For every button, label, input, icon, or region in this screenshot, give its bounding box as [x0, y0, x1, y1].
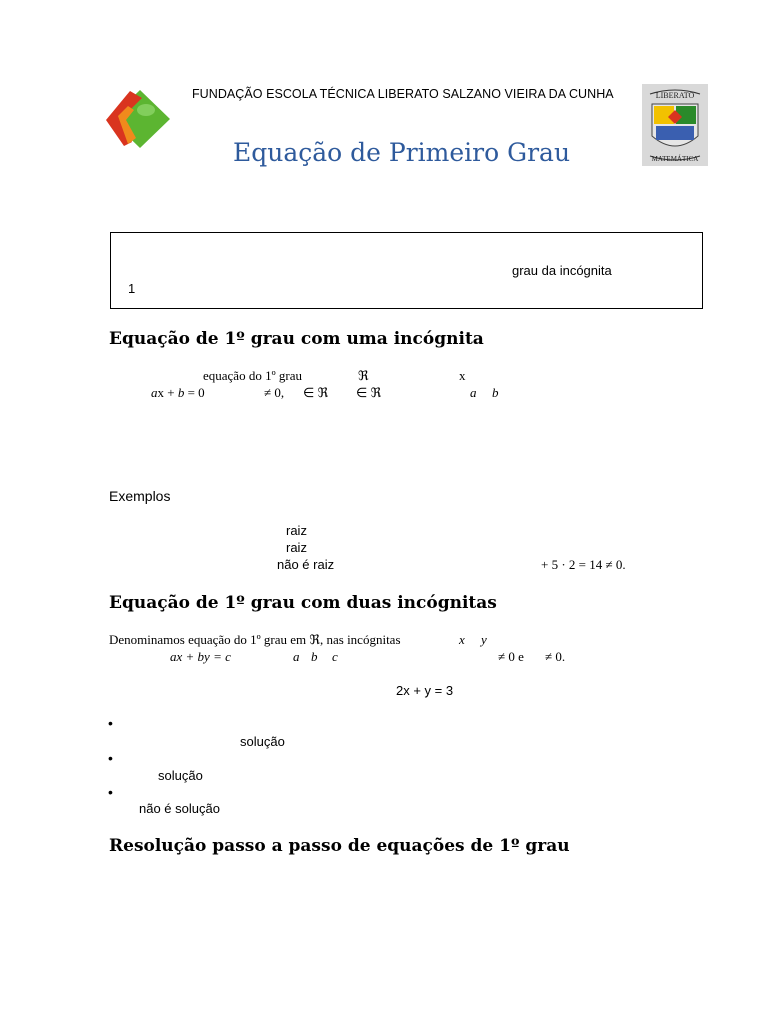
s2-example-equation: 2x + y = 3	[396, 683, 454, 698]
example-line-2: raiz	[286, 540, 307, 555]
s2-cond2: ≠ 0.	[545, 649, 566, 664]
example-line-1: raiz	[286, 523, 307, 538]
svg-text:MATEMÁTICA: MATEMÁTICA	[651, 155, 699, 163]
section-heading-two-unknowns: Equação de 1º grau com duas incógnitas	[109, 593, 497, 613]
bullet-marker-3: •	[108, 784, 113, 800]
s2-intro: Denominamos equação do 1º grau em ℜ, nas incógnitas	[109, 632, 401, 647]
bullet-text-2: solução	[158, 768, 203, 783]
s1-cond3: ∈ ℜ	[356, 385, 382, 400]
definition-phrase: grau da incógnita	[512, 263, 612, 278]
s2-coef-a: a	[293, 649, 300, 664]
s2-coef-c: c	[332, 649, 338, 664]
bullet-marker-1: •	[108, 715, 113, 731]
bullet-text-1: solução	[240, 734, 285, 749]
s1-coef-b: b	[492, 385, 499, 400]
s1-line1-text: equação do 1º grau	[203, 368, 302, 383]
s1-line1-set: ℜ	[358, 368, 369, 383]
section-heading-step-by-step: Resolução passo a passo de equações de 1º grau	[109, 836, 570, 856]
s2-var-x: x	[459, 632, 465, 647]
bullet-marker-2: •	[108, 750, 113, 766]
s2-cond1: ≠ 0 e	[498, 649, 524, 664]
examples-label: Exemplos	[109, 488, 171, 504]
example-check: + 5 · 2 = 14 ≠ 0.	[541, 557, 626, 572]
example-line-3: não é raiz	[277, 557, 335, 572]
svg-text:LIBERATO: LIBERATO	[655, 91, 695, 100]
s2-var-y: y	[481, 632, 487, 647]
bullet-text-3: não é solução	[139, 801, 220, 816]
definition-number: 1	[128, 281, 136, 296]
liberato-crest-icon	[642, 84, 708, 166]
definition-box	[110, 232, 703, 309]
s1-cond2: ∈ ℜ	[303, 385, 329, 400]
s2-form: ax + by = c	[170, 649, 231, 664]
institution-name: FUNDAÇÃO ESCOLA TÉCNICA LIBERATO SALZANO VIEIRA DA CUNHA	[192, 87, 614, 101]
s1-equation: ax + b = 0	[151, 385, 205, 400]
school-logo-icon	[100, 86, 172, 152]
section-heading-one-unknown: Equação de 1º grau com uma incógnita	[109, 329, 484, 349]
s1-cond1: ≠ 0,	[264, 385, 285, 400]
s2-coef-b: b	[311, 649, 318, 664]
page-title: Equação de Primeiro Grau	[233, 138, 571, 167]
s1-coef-a: a	[470, 385, 477, 400]
s1-line1-variable: x	[459, 368, 466, 383]
